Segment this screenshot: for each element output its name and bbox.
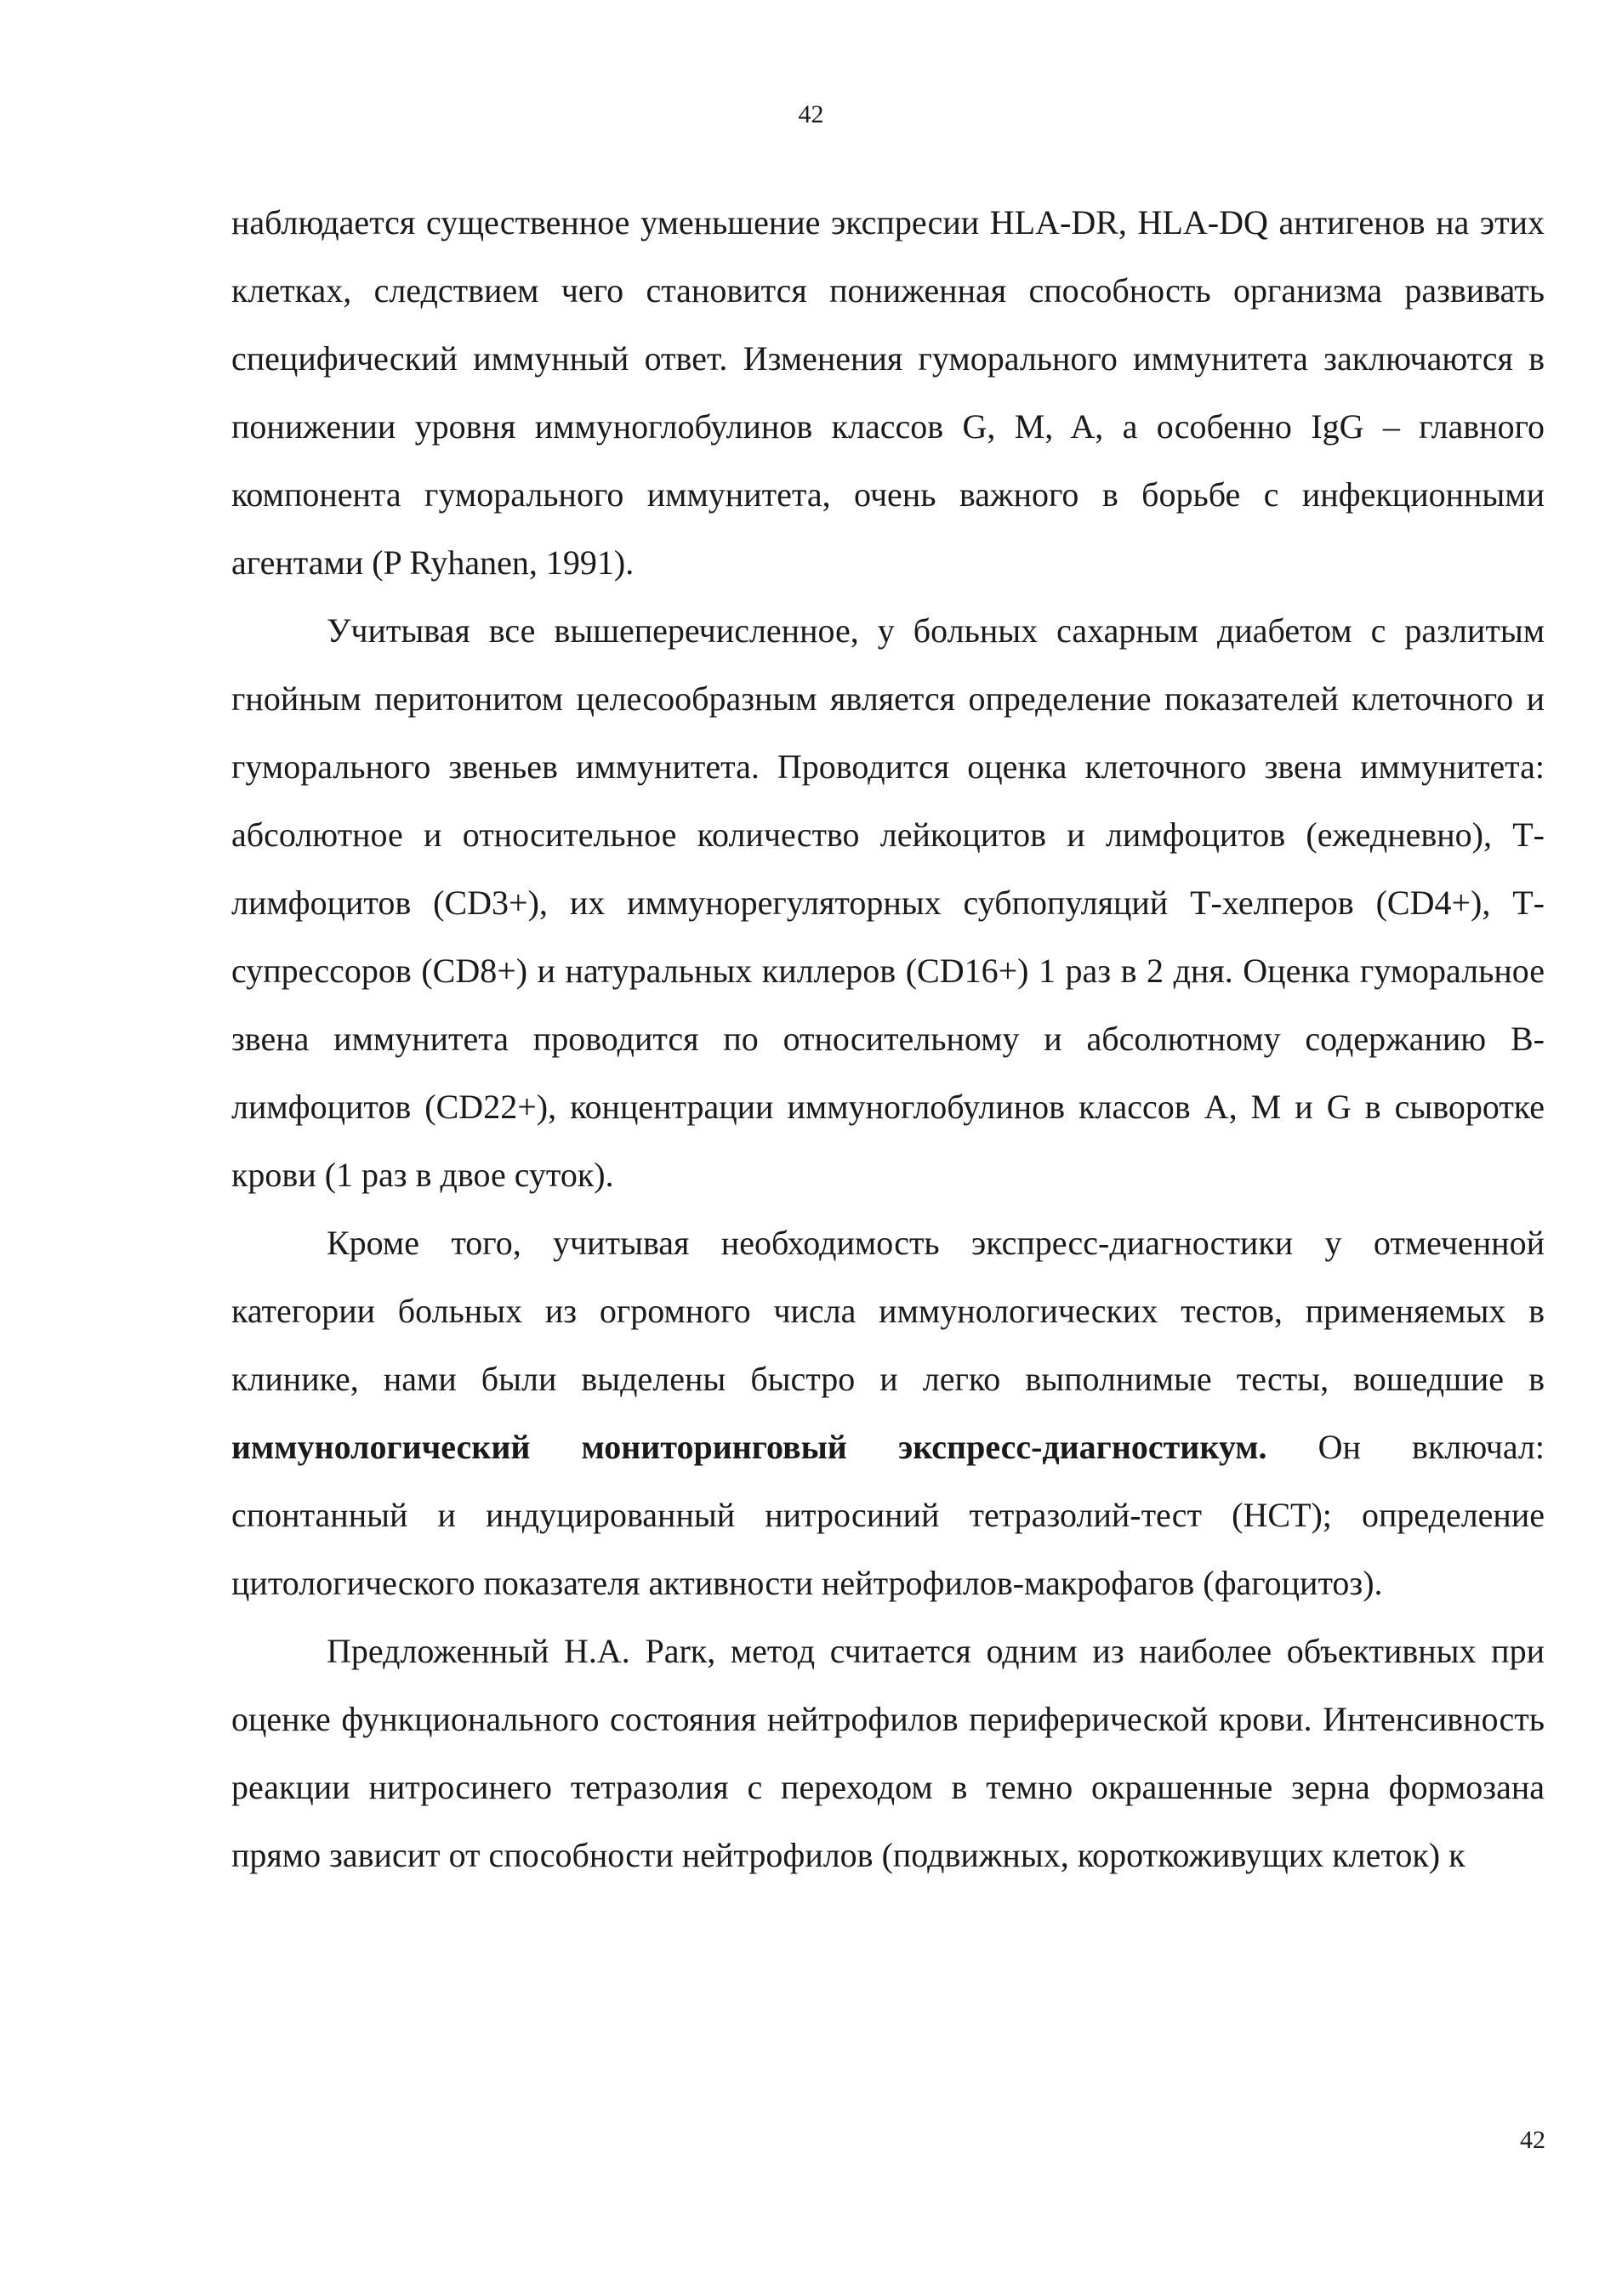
paragraph-2 [231, 597, 1545, 1209]
paragraph-4-text: Предложенный Н.А. Parк, метод считается одним из наиболее объективных при оценке функционального состояния нейтрофилов периферической крови. Интенсивность реакции нитросинего тетразолия с переходом в темно окрашенные зерна формозана прямо зависит от способности нейтрофилов (подвижных, короткоживущих клеток) к [231, 1632, 1545, 1874]
paragraph-3 [231, 1209, 1545, 1617]
page-number-top: 42 [798, 100, 824, 128]
paragraph-3-text-start: Кроме того, учитывая необходимость экспресс-диагностики у отмеченной категории больных из огромного числа иммунологических тестов, применяемых в клинике, нами были выделены быстро и легко выполнимые тесты, вошедшие в [231, 1224, 1545, 1398]
paragraph-3-bold-term: иммунологический мониторинговый экспресс-диагностикум. [231, 1428, 1267, 1466]
paragraph-1-text: наблюдается существенное уменьшение экспресии HLA-DR, HLA-DQ антигенов на этих клетках, следствием чего становится пониженная способность организма развивать специфический иммунный ответ. Изменения гуморального иммунитета заключаются в понижении уровня иммуноглобулинов классов G, M, A, а особенно IgG – главного компонента гуморального иммунитета, очень важного в борьбе с инфекционными агентами (P Ryhanen, 1991). [231, 203, 1545, 582]
paragraph-1 [231, 189, 1545, 597]
paragraph-4 [231, 1617, 1545, 1890]
paragraph-3-text-end: Он включал: спонтанный и индуцированный нитросиний тетразолий-тест (НСТ); определение цитологического показателя активности нейтрофилов-макрофагов (фагоцитоз). [231, 1428, 1545, 1602]
paragraph-2-text: Учитывая все вышеперечисленное, у больных сахарным диабетом с разлитым гнойным перитонитом целесообразным является определение показателей клеточного и гуморального звеньев иммунитета. Проводится оценка клеточного звена иммунитета: абсолютное и относительное количество лейкоцитов и лимфоцитов (ежедневно), Т-лимфоцитов (CD3+), их иммунорегуляторных субпопуляций Т-хелперов (CD4+), Т-супрессоров (CD8+) и натуральных киллеров (CD16+) 1 раз в 2 дня. Оценка гуморальное звена иммунитета проводится по относительному и абсолютному содержанию В-лимфоцитов (CD22+), концентрации иммуноглобулинов классов А, М и G в сыворотке крови (1 раз в двое суток). [231, 611, 1545, 1194]
body-text [231, 189, 1545, 1890]
page-number-bottom: 42 [1520, 2126, 1545, 2154]
